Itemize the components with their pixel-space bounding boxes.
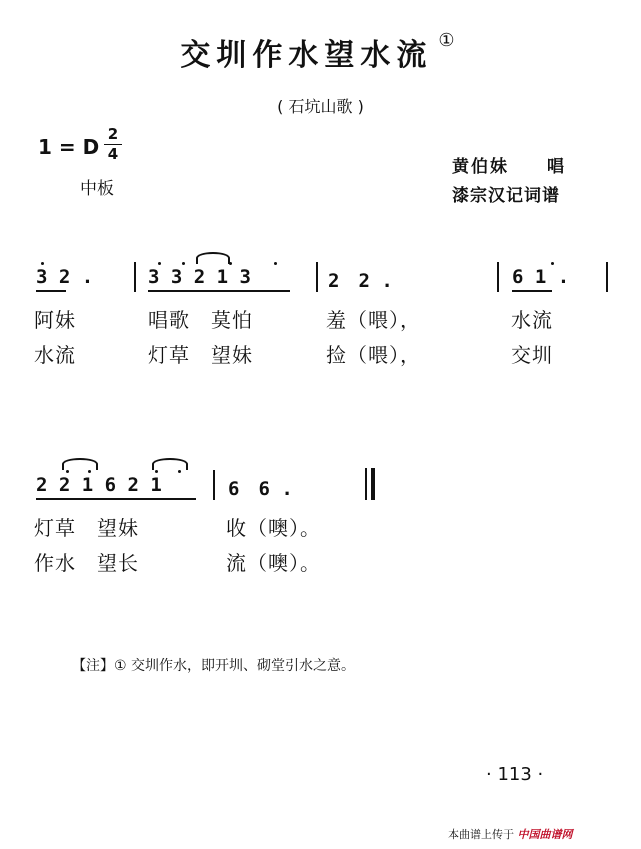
underline: [36, 498, 196, 500]
underline: [148, 290, 290, 292]
time-signature-top: 2: [107, 125, 119, 143]
barline: [606, 262, 608, 292]
slur: [196, 252, 230, 264]
slur: [62, 458, 98, 470]
measure-6-notes: 6 6 .: [228, 478, 293, 500]
lyric-line-1: [34, 304, 76, 333]
barline: [213, 470, 215, 500]
barline: [134, 262, 136, 292]
tempo-marking: 中板: [80, 179, 114, 199]
lyric: 流（噢）。: [226, 551, 321, 575]
page-number: · 113 ·: [486, 764, 544, 785]
measure-4-notes: 6 1 .: [512, 266, 570, 288]
singer-credit: 黄伯妹 唱: [452, 157, 566, 177]
source-footer: [448, 826, 573, 842]
lyric: 捡（喂），: [326, 343, 421, 367]
lyric: 水流: [511, 308, 553, 332]
lyric: 羞（喂），: [326, 308, 421, 332]
underline: [512, 290, 552, 292]
time-signature: [104, 126, 122, 163]
footnote-mark: ①: [438, 30, 461, 51]
measure-5-notes: 2 2 1 6 2 1: [36, 474, 162, 496]
underline: [36, 290, 66, 292]
octave-dot: [551, 262, 554, 265]
lyric: 灯草 望妹: [148, 343, 253, 367]
key-signature: 1 = D: [38, 135, 100, 159]
measure-3-notes: 2 2 .: [328, 270, 393, 292]
final-barline-thin: [365, 468, 367, 500]
recorder-credit: 漆宗汉记词谱: [452, 186, 560, 206]
octave-dot: [66, 470, 69, 473]
octave-dot: [158, 262, 161, 265]
site-logo: 中国曲谱网: [517, 828, 573, 841]
lyric: 交圳: [511, 343, 553, 367]
page-title: [0, 30, 641, 74]
lyric: 唱歌 莫怕: [148, 308, 253, 332]
lyric: 灯草 望妹: [34, 516, 139, 540]
lyric: 水流: [34, 343, 76, 367]
measure-1-notes: 3 2 .: [36, 266, 94, 288]
lyric: 阿妹: [34, 308, 76, 332]
time-signature-bottom: 4: [107, 145, 119, 163]
lyric: 作水 望长: [34, 551, 139, 575]
slur: [152, 458, 188, 470]
barline: [497, 262, 499, 292]
final-barline-thick: [371, 468, 375, 500]
annotation-note: 【注】① 交圳作水，即开圳、砌堂引水之意。: [72, 658, 355, 674]
octave-dot: [182, 262, 185, 265]
footer-prefix: 本曲谱上传于: [448, 828, 514, 841]
subtitle: ( 石坑山歌 ): [277, 97, 364, 116]
octave-dot: [88, 470, 91, 473]
octave-dot: [155, 470, 158, 473]
octave-dot: [274, 262, 277, 265]
barline: [316, 262, 318, 292]
octave-dot: [41, 262, 44, 265]
measure-2-notes: 3 3 2 1 3: [148, 266, 251, 288]
title-text: 交圳作水望水流: [180, 38, 433, 73]
lyric-line-2: [34, 339, 76, 368]
octave-dot: [178, 470, 181, 473]
lyric: 收（噢）。: [226, 516, 321, 540]
